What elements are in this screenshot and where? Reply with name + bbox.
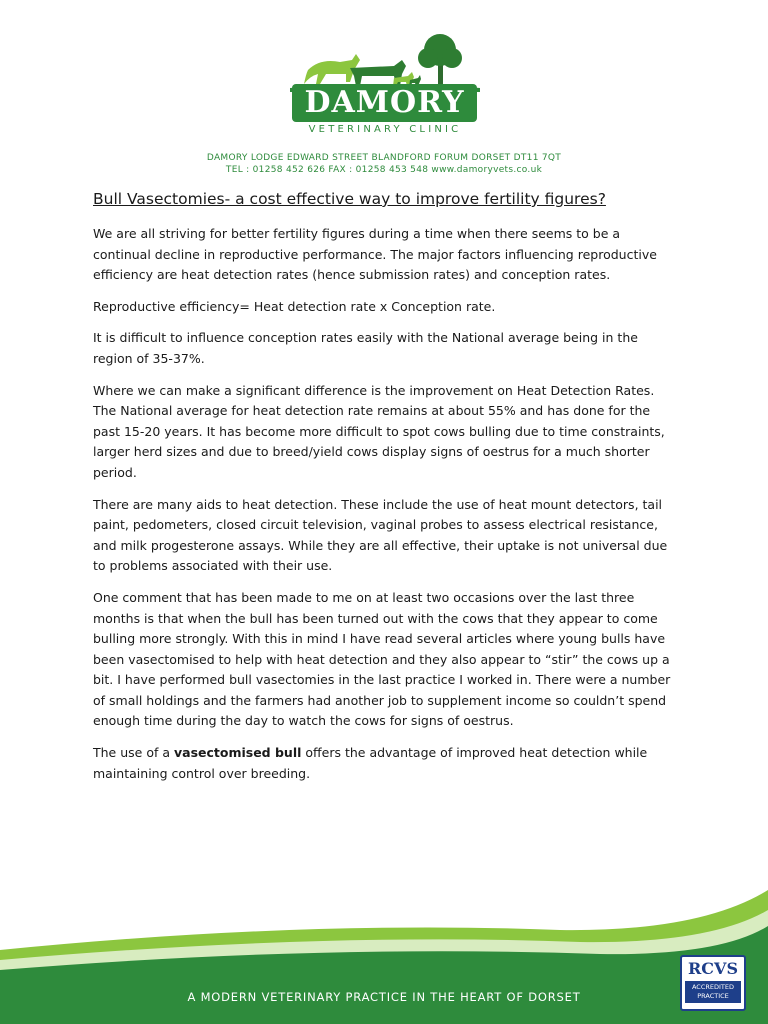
brand-tagline: VETERINARY CLINIC [308, 124, 462, 135]
badge-title: RCVS [688, 959, 738, 978]
address-block [100, 152, 668, 176]
rcvs-accredited-badge [680, 955, 746, 1011]
article-title: Bull Vasectomies- a cost effective way to improve fertility figures? [93, 190, 606, 208]
paragraph: We are all striving for better fertility figures during a time when there seems to be a continual decline in reproductive performance. The major factors influencing reproductive efficiency are heat detection rates (hence submission rates) and conception rates. [93, 226, 657, 283]
badge-line: PRACTICE [697, 992, 729, 1000]
text-span: The use of a [93, 745, 174, 761]
letterhead [0, 0, 768, 190]
brand-name: DAMORY [292, 84, 477, 122]
badge-line: ACCREDITED [691, 983, 735, 991]
text-span: offers the advantage of improved heat detection while maintaining control over breeding. [93, 745, 648, 781]
badge-caption [685, 981, 741, 1003]
paragraph: Where we can make a significant difference is the improvement on Heat Detection Rates. The National average for heat detection rate remains at about 55% and has done for the past 15-20 years. It has become more difficult to spot cows bulling due to time constraints, larger herd sizes and due to breed/yield cows display signs of oestrus for a much shorter period. [93, 382, 665, 480]
address-line: DAMORY LODGE EDWARD STREET BLANDFORD FORUM DORSET DT11 7QT [206, 153, 562, 163]
footer-slogan: A MODERN VETERINARY PRACTICE IN THE HEART OF DORSET [187, 990, 581, 1004]
paragraph: It is difficult to influence conception rates easily with the National average being in the region of 35-37%. [93, 330, 638, 366]
bold-term: vasectomised bull [173, 745, 302, 761]
paragraph: One comment that has been made to me on at least two occasions over the last three months is that when the bull has been turned out with the cows that they appear to come bulling more strongly. With this in mind I have read several articles where young bulls have been vasectomised to help with heat detection and they also appear to “stir” the cows up a bit. I have performed bull vasectomies in the last practice I worked in. There were a number of small holdings and the farmers had another job to supplement income so couldn’t spend enough time during the day to watch the cows for signs of oestrus. [93, 589, 671, 729]
paragraph [93, 743, 677, 784]
paragraph: There are many aids to heat detection. These include the use of heat mount detectors, tail paint, pedometers, closed circuit television, vaginal probes to assess electrical resistance, and milk progesterone assays. While they are all effective, their uptake is not universal due to problems associated with their use. [93, 496, 668, 574]
contact-line: TEL : 01258 452 626 FAX : 01258 453 548 www.damoryvets.co.uk [225, 165, 543, 175]
paragraph: Reproductive efficiency= Heat detection rate x Conception rate. [93, 298, 496, 314]
article [93, 190, 677, 795]
